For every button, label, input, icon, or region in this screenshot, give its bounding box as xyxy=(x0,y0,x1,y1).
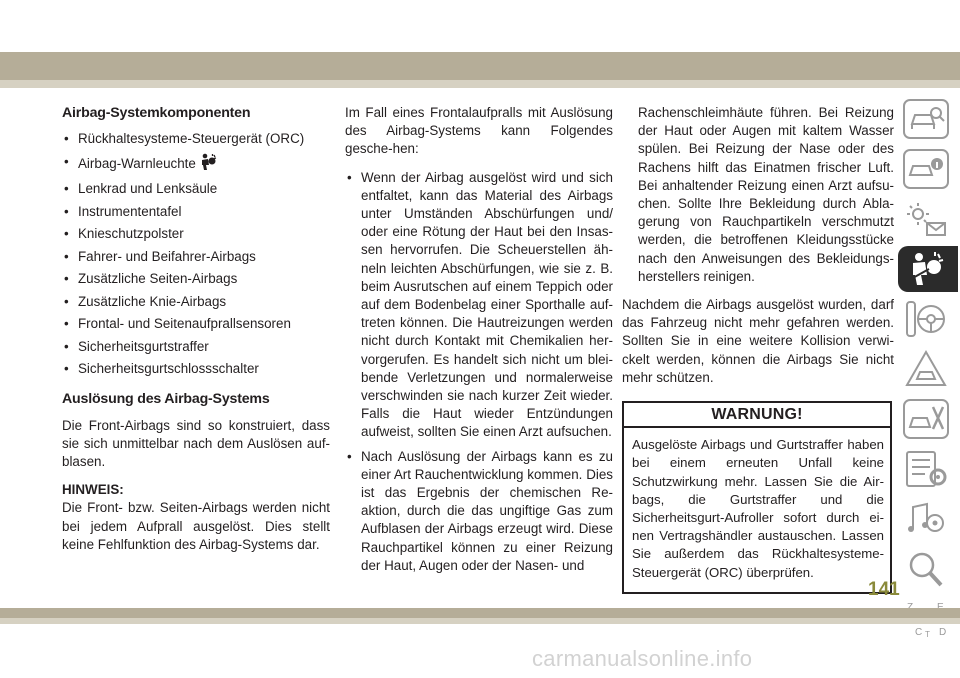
column-middle xyxy=(345,104,613,581)
car-service-icon[interactable] xyxy=(900,396,952,442)
index-letter: C xyxy=(915,627,923,638)
list-item: • Zusätzliche Seiten-Airbags xyxy=(62,270,330,288)
list-item: • Lenkrad und Lenksäule xyxy=(62,180,330,198)
list-item: • Wenn der Airbag ausgelöst wird und sich entfaltet, kann das Material des Airbags unter Umständen Abschürfungen und/ oder eine Rötung der Haut bei den Insas-sen hervorrufen. Die Scheuerstellen äh-neln leichten Abschürfungen, wie sie z. B. beim Ausrutschen auf einem Teppich oder auf dem Bodenbelag einer Sporthalle auf-treten können. Die Hautreizungen werden nicht durch Kontakt mit Chemikalien her-vorgerufen. Es handelt sich nicht um blei-bende Verletzungen und normalerweise verschwinden sie nach kurzer Zeit wieder. Falls die Haut wieder Entzündungen aufweist, sollten Sie einen Arzt aufsuchen. xyxy=(345,169,613,442)
list-item-label: Airbag-Warnleuchte xyxy=(78,155,196,171)
footer-band xyxy=(0,608,960,618)
watermark: carmanualsonline.info xyxy=(532,646,753,671)
note-label: HINWEIS: xyxy=(62,482,124,498)
page-number: 141 xyxy=(868,579,900,600)
chapter-sidebar xyxy=(896,96,960,646)
car-info-icon[interactable] xyxy=(900,146,952,192)
intro-paragraph: Im Fall eines Frontalaufpralls mit Auslösung des Airbag-Systems kann Folgendes gesche-hen: xyxy=(345,105,613,157)
component-list xyxy=(62,130,330,378)
hazard-car-icon[interactable] xyxy=(900,346,952,392)
warning-lights-icon[interactable] xyxy=(900,196,952,242)
list-item: • Sicherheitsgurtschlossschalter xyxy=(62,360,330,378)
warning-text: Ausgelöste Airbags und Gurtstraffer haben bei einem erneuten Unfall keine Schutzwirkung mehr. Lassen Sie die Air-bags, die Gurtstraffer und die Sicherheitsgurt-Aufroller sofort durch ei-nen Vertragshändler austauschen. Lassen Sie außerdem das Rückhaltesysteme-Steuergerät (ORC) überprüfen. xyxy=(632,437,884,580)
index-letter: T xyxy=(925,630,930,639)
continuation-text: Rachenschleimhäute führen. Bei Reizung der Haut oder Augen mit kaltem Wasser spülen. Bei Reizung der Nase oder des Rachens hilft das Einatmen frischer Luft. Bei anhaltender Reizung einen Arzt aufsu-chen. Sollte Ihre Bekleidung durch Abla-gerung von Rauchpartikeln verschmutzt werden, die betroffenen Kleidungsstücke nach den Anweisungen des Bekleidungs-herstellers reinigen. xyxy=(638,105,894,284)
list-item xyxy=(62,153,330,176)
airbag-warning-icon xyxy=(199,153,217,176)
list-item: • Sicherheitsgurtstraffer xyxy=(62,338,330,356)
list-item: • Frontal- und Seitenaufprallsensoren xyxy=(62,315,330,333)
list-item: • Rückhaltesysteme-Steuergerät (ORC) xyxy=(62,130,330,148)
list-item: • Instrumententafel xyxy=(62,203,330,221)
warning-box xyxy=(622,401,892,594)
steering-wheel-icon[interactable] xyxy=(900,296,952,342)
list-item: • Knieschutzpolster xyxy=(62,225,330,243)
music-navigation-icon[interactable] xyxy=(900,496,952,542)
effects-list xyxy=(345,169,613,575)
list-item: • Zusätzliche Knie-Airbags xyxy=(62,293,330,311)
airbag-seatbelt-icon[interactable] xyxy=(898,246,958,292)
footer-band-light xyxy=(0,618,960,624)
header-band xyxy=(0,52,960,80)
after-deployment-paragraph: Nachdem die Airbags ausgelöst wurden, darf das Fahrzeug nicht mehr gefahren werden. Sollten Sie in eine weitere Kollision verwi-ckelt werden, können die Airbags Sie nicht mehr schützen. xyxy=(622,297,894,385)
list-item: • Nach Auslösung der Airbags kann es zu einer Art Rauchentwicklung kommen. Dies ist das Ergebnis der chemischen Re-aktion, durch die das ungiftige Gas zum Aufblasen der Airbags erzeugt wird. Diese Rauchpartikel können zu einer Reizung der Haut, Augen oder der Nasen- und xyxy=(345,448,613,575)
warning-title: WARNUNG! xyxy=(624,403,890,428)
column-left xyxy=(62,104,330,564)
column-right xyxy=(622,104,894,594)
index-letter: D xyxy=(939,627,947,638)
heading-components: Airbag-Systemkomponenten xyxy=(62,105,251,121)
header-band-light xyxy=(0,80,960,88)
heading-deployment: Auslösung des Airbag-Systems xyxy=(62,391,270,408)
car-search-icon[interactable] xyxy=(900,96,952,142)
list-item: • Fahrer- und Beifahrer-Airbags xyxy=(62,248,330,266)
search-icon[interactable] xyxy=(900,546,952,592)
checklist-settings-icon[interactable] xyxy=(900,446,952,492)
deployment-paragraph: Die Front-Airbags sind so konstruiert, dass sie sich unmittelbar nach dem Auslösen auf-blasen. xyxy=(62,417,330,470)
note-text: Die Front- bzw. Seiten-Airbags werden nicht bei jedem Aufprall ausgelöst. Dies stellt keine Fehlfunktion des Airbag-Systems dar. xyxy=(62,500,330,552)
